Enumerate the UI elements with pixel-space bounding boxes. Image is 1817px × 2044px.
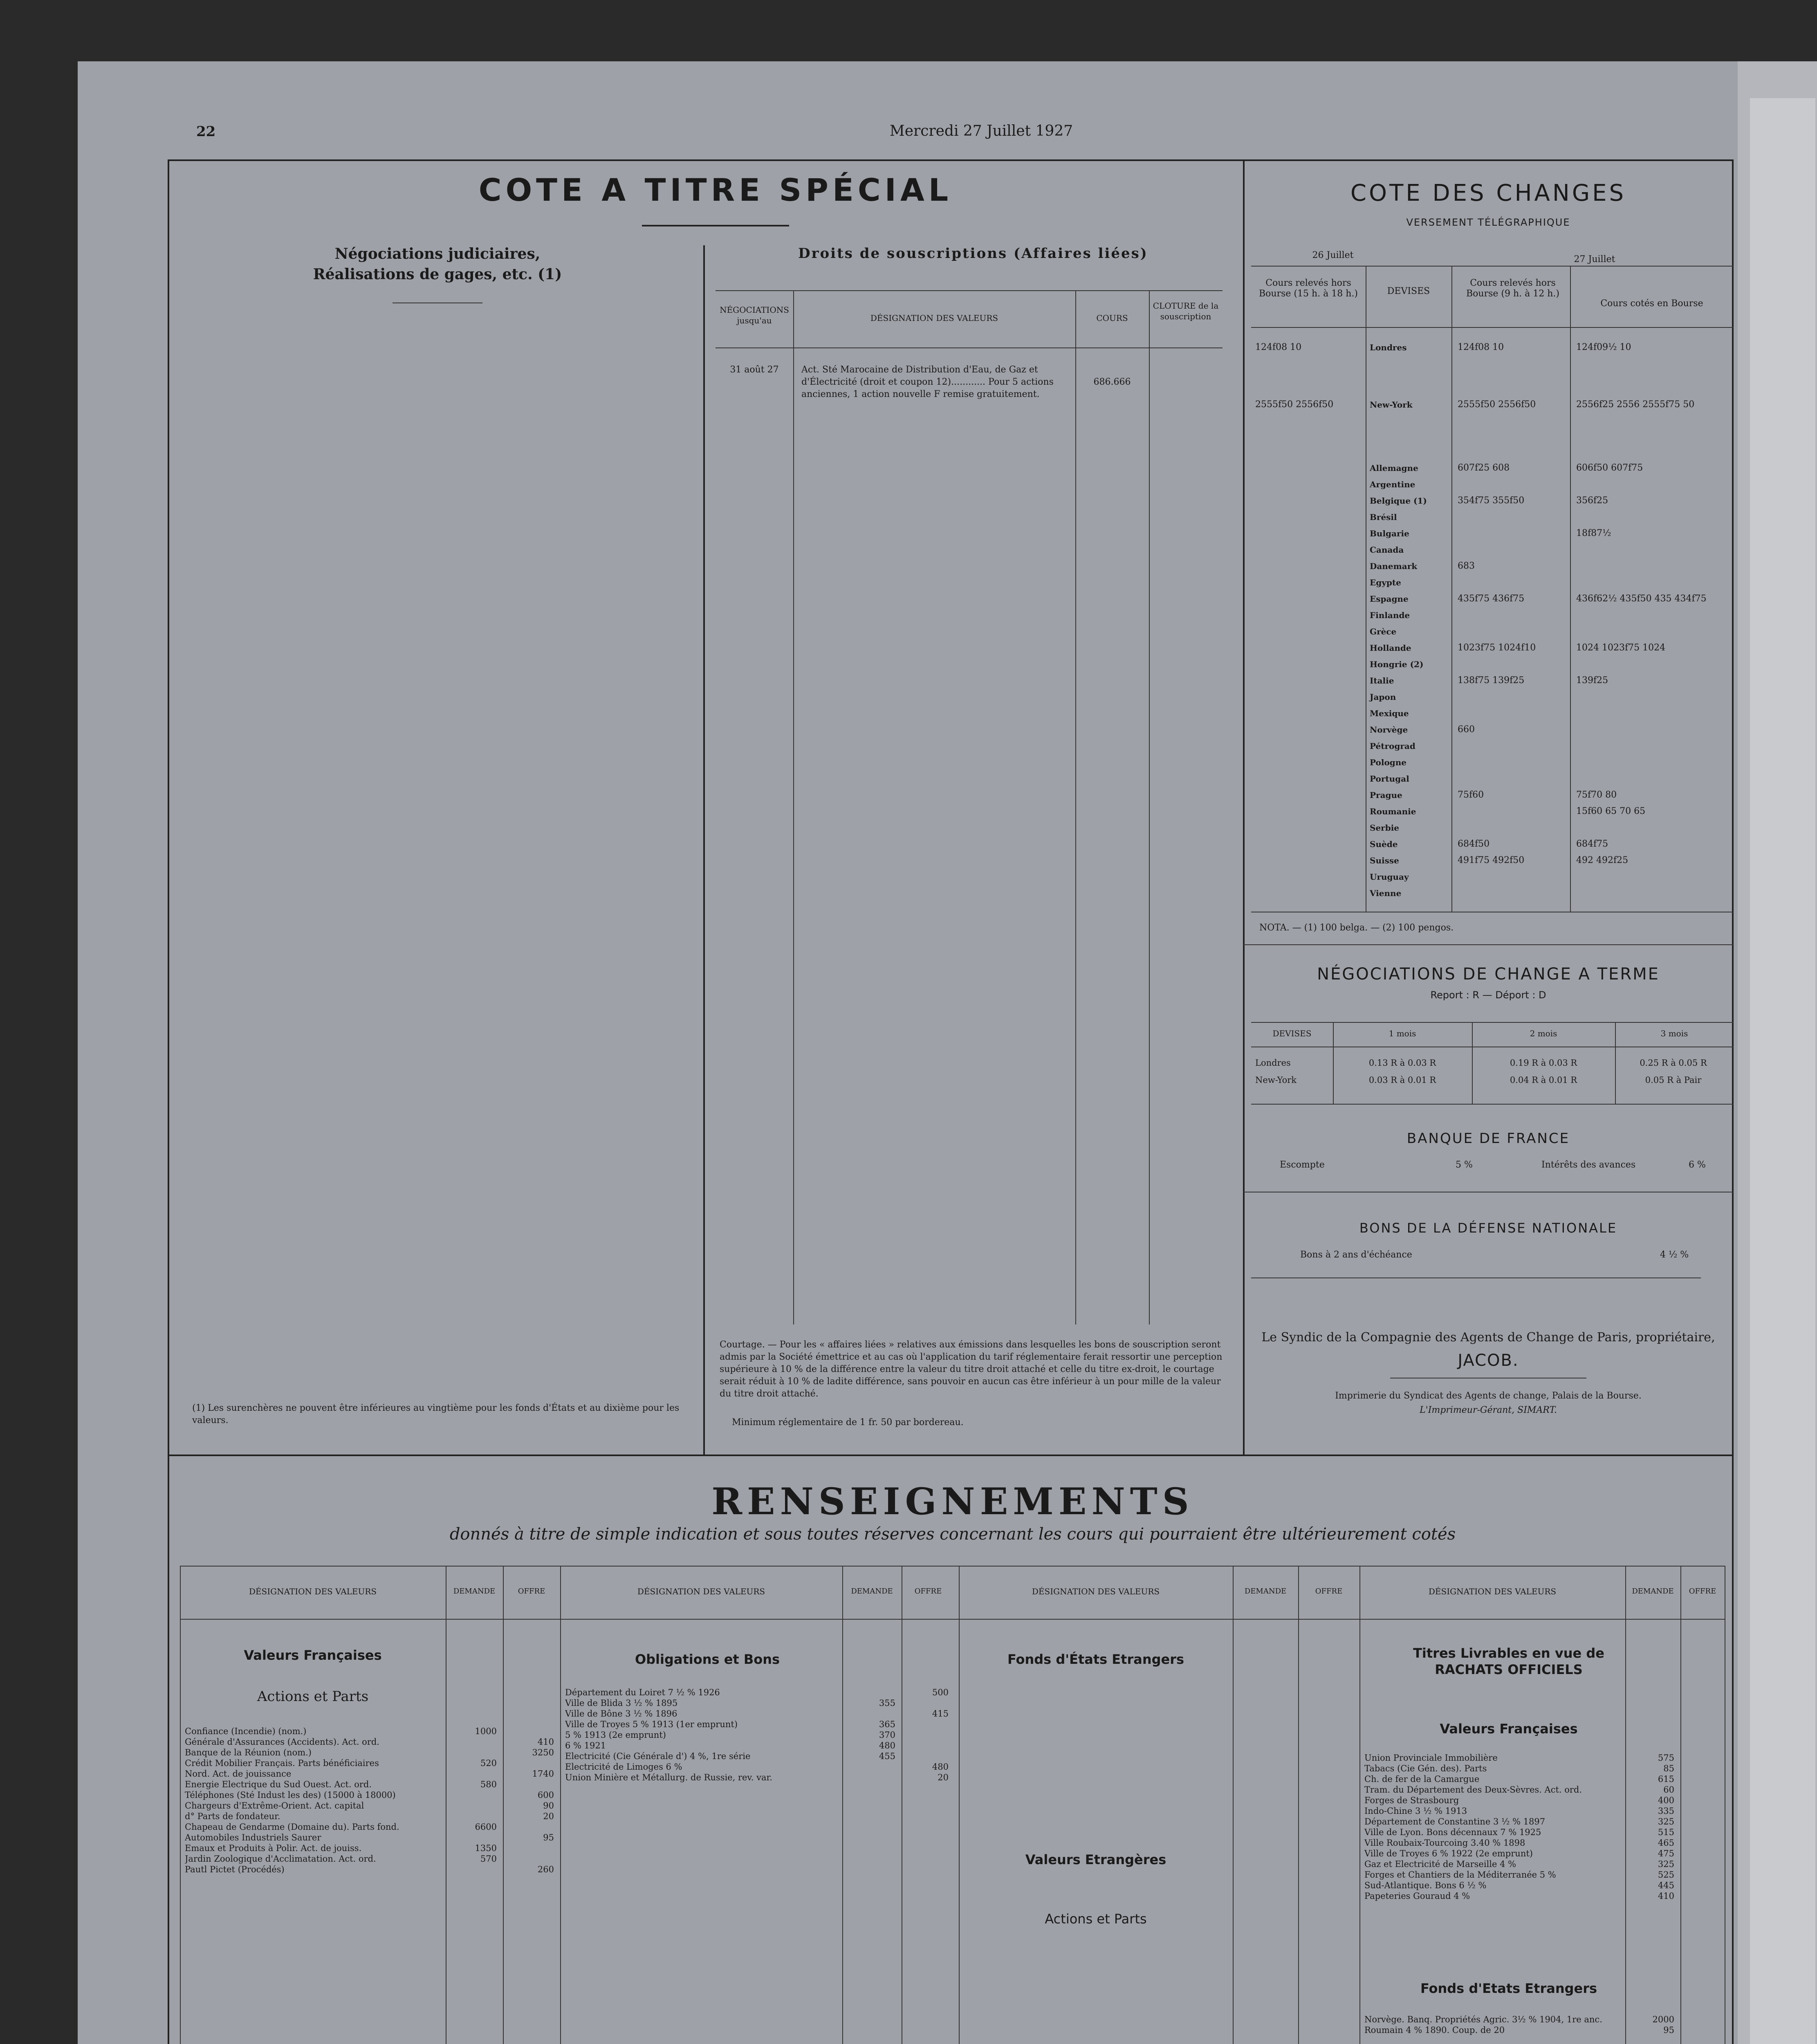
rens-row-name: Electricité de Limoges 6 % [565,1762,682,1772]
rens-row-name: Norvège. Banq. Propriétés Agric. 3½ % 1904, 1re anc. [1364,2015,1602,2024]
rens-row-name: Papeteries Gouraud 4 % [1364,1891,1470,1901]
neg-title-2: Réalisations de gages, etc. (1) [313,266,562,283]
change-27-hb-cell: 354f75 355f50 [1458,495,1525,506]
rens-row-name: Générale d'Assurances (Accidents). Act. ord. [185,1737,379,1747]
rens-row-offre: 3250 [532,1748,554,1757]
terme-table-top [1251,1022,1734,1023]
rens-row-name: Gaz et Electricité de Marseille 4 % [1364,1859,1516,1869]
bons-value: 4 ½ % [1660,1250,1689,1260]
left-border [168,159,169,2044]
rens-row-demande: 365 [879,1719,895,1729]
change-devise: Espagne [1370,594,1409,604]
change-devise: Argentine [1370,480,1415,489]
change-27-hb-cell: 660 [1458,724,1475,735]
imprimerie: Imprimerie du Syndicat des Agents de change, Palais de la Bourse. [1335,1391,1642,1401]
neg-title-1: Négociations judiciaires, [334,245,541,262]
c3-heading-1: Fonds d'États Etrangers [1007,1652,1184,1667]
rens-row-demande: 520 [480,1758,497,1768]
change-27-hb-cell: 138f75 139f25 [1458,675,1525,686]
section-divider [168,1455,1734,1456]
terme-2mois: 0.04 R à 0.01 R [1510,1075,1577,1085]
terme-3mois: 0.25 R à 0.05 R [1640,1058,1707,1068]
rens-row-demande: 95 [1663,2025,1674,2035]
rens-row-name: Pautl Pictet (Procédés) [185,1865,285,1874]
droits-table-top [716,290,1223,291]
rens-col-designation: DÉSIGNATION DES VALEURS [1032,1587,1160,1596]
rens-row-demande: 580 [480,1780,497,1789]
droits-col-rule-3 [1149,290,1150,1325]
change-devise: Danemark [1370,561,1418,571]
change-devise: Allemagne [1370,463,1418,473]
changes-header-rule [1251,327,1734,328]
rens-row-demande: 335 [1658,1806,1674,1816]
terme-top-rule [1243,944,1734,945]
rens-row-demande: 355 [879,1698,895,1708]
change-27-hb-cell: 435f75 436f75 [1458,594,1525,604]
syndic-name: JACOB. [1458,1351,1519,1370]
rens-row-demande: 480 [879,1741,895,1750]
rens-row-demande: 1350 [475,1843,497,1853]
rens-row-name: 5 % 1913 (2e emprunt) [565,1730,666,1740]
avances-label: Intérêts des avances [1541,1160,1636,1170]
rens-row-demande: 1000 [475,1726,497,1736]
change-devise: Roumanie [1370,807,1416,816]
rens-row-demande: 445 [1658,1880,1674,1890]
rens-row-name: Ville de Blida 3 ½ % 1895 [565,1698,678,1708]
page-number: 22 [196,123,216,140]
rens-col-designation: DÉSIGNATION DES VALEURS [637,1587,765,1596]
change-27-bourse-cell: 606f50 607f75 [1576,463,1643,473]
rens-outer-left [180,1566,181,2044]
rens-row-demande: 325 [1658,1817,1674,1827]
changes-table-top [1251,266,1734,267]
col-cloture: CLOTURE de la souscription [1153,301,1219,321]
change-devise: Hongrie (2) [1370,659,1424,669]
facing-page-edge [1750,98,1815,2044]
rens-col-demande: DEMANDE [1632,1587,1674,1596]
c4-heading-0a: Titres Livrables en vue de [1413,1645,1604,1661]
rens-row-demande: 400 [1658,1795,1674,1805]
terme-devise: New-York [1255,1075,1297,1085]
rens-col-designation: DÉSIGNATION DES VALEURS [1428,1587,1557,1596]
rens-col-offre: OFFRE [518,1587,545,1596]
rens-col-rule [1359,1566,1360,2044]
rens-row-demande: 615 [1658,1774,1674,1784]
rens-row-name: Département de Constantine 3 ½ % 1897 [1364,1817,1546,1827]
change-27-hb-cell: 124f08 10 [1458,342,1504,352]
rens-row-name: Ville de Troyes 5 % 1913 (1er emprunt) [565,1719,738,1729]
minimum-note: Minimum réglementaire de 1 fr. 50 par bordereau. [732,1417,964,1428]
c4-heading-0b: RACHATS OFFICIELS [1435,1662,1583,1677]
terme-1mois: 0.03 R à 0.01 R [1368,1075,1436,1085]
col-designation: DÉSIGNATION DES VALEURS [870,313,998,323]
rens-row-offre: 20 [938,1773,949,1782]
rens-row-name: Jardin Zoologique d'Acclimatation. Act. ord. [185,1854,376,1864]
rens-col-demande: DEMANDE [851,1587,893,1596]
c1-heading-1: Valeurs Françaises [244,1647,382,1663]
change-27-bourse-cell: 139f25 [1576,675,1608,686]
change-27-bourse-cell: 75f70 80 [1576,790,1617,800]
rens-row-demande: 475 [1658,1849,1674,1858]
change-27-bourse-cell: 1024 1023f75 1024 [1576,643,1666,653]
rens-row-name: Tram. du Département des Deux-Sèvres. Act. ord. [1364,1785,1582,1795]
rens-row-offre: 480 [932,1762,949,1772]
change-devise: Suisse [1370,856,1399,865]
neg-divider [703,245,705,1455]
change-27-bourse-cell: 2556f25 2556 2555f75 50 [1576,399,1695,410]
rens-row-name: Crédit Mobilier Français. Parts bénéficiaires [185,1758,379,1768]
rens-row-name: Ville de Bône 3 ½ % 1896 [565,1709,677,1719]
c3-heading-3: Actions et Parts [1045,1911,1147,1927]
rens-col-offre: OFFRE [914,1587,942,1596]
changes-divider [1243,159,1245,1455]
rens-row-demande: 465 [1658,1838,1674,1848]
rens-header-rule [180,1619,1725,1620]
rens-row-name: Union Provinciale Immobilière [1364,1753,1498,1763]
c4-heading-2: Fonds d'Etats Etrangers [1420,1981,1597,1996]
rens-row-name: Indo-Chine 3 ½ % 1913 [1364,1806,1467,1816]
rens-row-name: Energie Electrique du Sud Ouest. Act. ord. [185,1780,372,1789]
rens-row-demande: 85 [1663,1764,1674,1773]
rens-row-demande: 6600 [475,1822,497,1832]
terme-1mois: 0.13 R à 0.03 R [1368,1058,1436,1068]
rens-row-name: Confiance (Incendie) (nom.) [185,1726,307,1736]
rens-row-name: Roumain 4 % 1890. Coup. de 20 [1364,2025,1505,2035]
change-devise: Bulgarie [1370,529,1409,538]
date-27: 27 Juillet [1574,254,1615,264]
col-bourse: Cours cotés en Bourse [1600,298,1703,309]
rens-row-demande: 2000 [1652,2015,1674,2024]
c2-heading-1: Obligations et Bons [635,1652,780,1667]
rens-row-name: Automobiles Industriels Saurer [185,1833,321,1842]
change-27-bourse-cell: 684f75 [1576,839,1608,849]
change-devise: Italie [1370,676,1394,686]
rens-row-name: Union Minière et Métallurg. de Russie, rev. var. [565,1773,772,1782]
col-hb-27: Cours relevés hors Bourse (9 h. à 12 h.) [1466,278,1559,299]
rens-row-name: Emaux et Produits à Polir. Act. de jouiss. [185,1843,362,1853]
page-date: Mercredi 27 Juillet 1927 [889,123,1073,139]
rens-row-offre: 500 [932,1688,949,1697]
rens-row-demande: 455 [879,1751,895,1761]
col-negociations: NÉGOCIATIONS jusqu'au [720,305,789,325]
rens-row-name: Banque de la Réunion (nom.) [185,1748,312,1757]
rens-row-offre: 90 [543,1801,554,1811]
courtage-note: Courtage. — Pour les « affaires liées » relatives aux émissions dans lesquelles les bons de souscription seront admis par la Société émettrice et au cas où l'application du tarif réglementaire ferait ressortir une perception supérieure à 10 % de la différence entre la valeur du titre droit attaché et celle du titre ex-droit, le courtage serait réduit à 10 % de ladite différence, sans pouvoir en aucun cas être inférieur à un pour mille de la valeur du titre droit attaché. [720,1340,1223,1399]
col-devises: DEVISES [1387,286,1430,296]
rens-row-demande: 570 [480,1854,497,1864]
change-devise: Portugal [1370,774,1409,784]
change-devise: Pologne [1370,758,1407,767]
change-27-bourse-cell: 436f62½ 435f50 435 434f75 [1576,594,1707,604]
change-devise: Norvège [1370,725,1408,735]
droits-table-header-rule [716,347,1223,348]
escompte-value: 5 % [1456,1160,1473,1170]
droits-title: Droits de souscriptions (Affaires liées) [798,245,1148,262]
rens-row-offre: 410 [537,1737,554,1747]
change-27-hb-cell: 683 [1458,561,1475,571]
terme-col-devises: DEVISES [1272,1029,1312,1038]
rens-col-rule [560,1566,561,2044]
entry-text: Act. Sté Marocaine de Distribution d'Eau, de Gaz et d'Électricité (droit et coupon 12)............ Pour 5 actions anciennes, 1 action nouvelle F remise gratuitement. [801,365,1054,399]
col-hb-26: Cours relevés hors Bourse (15 h. à 18 h.) [1259,278,1358,299]
rens-row-name: Tabacs (Cie Gén. des). Parts [1364,1764,1487,1773]
rens-demande-rule [842,1566,843,2044]
change-devise: Finlande [1370,610,1410,620]
change-devise: Serbie [1370,823,1400,833]
change-devise: Pétrograd [1370,741,1415,751]
rens-offre-rule [1298,1566,1299,2044]
terme-table-bottom [1251,1104,1734,1105]
changes-nota: NOTA. — (1) 100 belga. — (2) 100 pengos. [1259,923,1454,933]
change-devise: Prague [1370,790,1402,800]
change-27-bourse-cell: 356f25 [1576,495,1608,506]
rens-row-offre: 1740 [532,1769,554,1779]
rens-row-demande: 410 [1658,1891,1674,1901]
change-devise: New-York [1370,400,1413,410]
changes-subtitle: VERSEMENT TÉLÉGRAPHIQUE [1406,217,1570,228]
change-devise: Brésil [1370,512,1397,522]
terme-subtitle: Report : R — Déport : D [1430,989,1546,1001]
terme-3mois: 0.05 R à Pair [1645,1075,1702,1085]
rens-row-name: Forges de Strasbourg [1364,1795,1459,1805]
col-cours: COURS [1096,313,1128,323]
change-27-hb-cell: 491f75 492f50 [1458,855,1525,865]
rens-col-demande: DEMANDE [1244,1587,1287,1596]
change-27-bourse-cell: 492 492f25 [1576,855,1629,865]
rens-row-offre: 260 [537,1865,554,1874]
bons-title: BONS DE LA DÉFENSE NATIONALE [1359,1220,1617,1236]
rens-row-demande: 325 [1658,1859,1674,1869]
escompte-label: Escompte [1280,1160,1325,1170]
c3-heading-2: Valeurs Etrangères [1025,1852,1166,1867]
change-26-cell: 124f08 10 [1255,342,1302,352]
rens-row-demande: 525 [1658,1870,1674,1880]
change-devise: Canada [1370,545,1404,555]
changes-col-3 [1570,266,1571,912]
cote-titre-title: COTE A TITRE SPÉCIAL [478,172,953,208]
rens-row-demande: 515 [1658,1827,1674,1837]
banque-title: BANQUE DE FRANCE [1406,1130,1570,1147]
rens-col-demande: DEMANDE [453,1587,496,1596]
rens-row-demande: 60 [1663,1785,1674,1795]
right-border [1732,159,1734,2044]
rens-row-name: 6 % 1921 [565,1741,606,1750]
rens-row-offre: 20 [543,1811,554,1821]
change-devise: Belgique (1) [1370,496,1427,506]
rens-offre-rule [1680,1566,1681,2044]
rens-row-offre: 600 [537,1790,554,1800]
droits-col-rule-1 [793,290,794,1325]
change-27-bourse-cell: 18f87½ [1576,528,1611,538]
change-27-hb-cell: 75f60 [1458,790,1484,800]
rens-row-offre: 415 [932,1709,949,1719]
change-devise: Grèce [1370,627,1397,637]
rens-row-name: Chargeurs d'Extrême-Orient. Act. capital [185,1801,364,1811]
rens-demande-rule [1233,1566,1234,2044]
rens-row-offre: 95 [543,1833,554,1842]
change-26-cell: 2555f50 2556f50 [1255,399,1334,410]
gerant: L'Imprimeur-Gérant, SIMART. [1420,1405,1557,1415]
entry-cours: 686.666 [1093,377,1131,387]
change-devise: Hollande [1370,643,1411,653]
rens-row-name: Ch. de fer de la Camargue [1364,1774,1480,1784]
rens-row-name: Sud-Atlantique. Bons 6 ½ % [1364,1880,1487,1890]
rens-row-name: Département du Loiret 7 ½ % 1926 [565,1688,720,1697]
rens-row-name: Nord. Act. de jouissance [185,1769,292,1779]
change-27-hb-cell: 684f50 [1458,839,1490,849]
changes-col-2 [1451,266,1452,912]
change-devise: Japon [1370,692,1396,702]
rens-row-name: Ville de Lyon. Bons décennaux 7 % 1925 [1364,1827,1541,1837]
terme-2mois: 0.19 R à 0.03 R [1510,1058,1577,1068]
rens-col-rule [959,1566,960,2044]
rens-row-name: Ville Roubaix-Tourcoing 3.40 % 1898 [1364,1838,1525,1848]
rens-row-name: Forges et Chantiers de la Méditerranée 5 % [1364,1870,1556,1880]
change-devise: Vienne [1370,888,1402,898]
rens-row-demande: 370 [879,1730,895,1740]
c1-heading-2: Actions et Parts [257,1688,369,1705]
rens-row-name: Téléphones (Sté Indust les des) (15000 à 18000) [185,1790,396,1800]
renseignements-subtitle: donnés à titre de simple indication et sous toutes réserves concernant les cours qui pourraient être ultérieurement cotés [449,1525,1456,1544]
change-devise: Mexique [1370,708,1409,718]
rens-col-designation: DÉSIGNATION DES VALEURS [249,1587,377,1596]
rens-col-offre: OFFRE [1689,1587,1716,1596]
change-27-bourse-cell: 124f09½ 10 [1576,342,1631,352]
change-devise: Uruguay [1370,872,1409,882]
terme-col-3mois: 3 mois [1660,1029,1688,1038]
neg-footnote: (1) Les surenchères ne pouvent être inférieures au vingtième pour les fonds d'États et au dixième pour les valeurs. [192,1403,680,1425]
entry-date: 31 août 27 [730,365,779,375]
terme-title: NÉGOCIATIONS DE CHANGE A TERME [1317,965,1660,984]
change-27-bourse-cell: 15f60 65 70 65 [1576,806,1646,816]
bons-label: Bons à 2 ans d'échéance [1300,1250,1412,1260]
terme-col-1mois: 1 mois [1389,1029,1416,1038]
terme-devise: Londres [1255,1058,1291,1068]
renseignements-title: RENSEIGNEMENTS [711,1480,1194,1523]
rens-col-offre: OFFRE [1315,1587,1343,1596]
rens-row-name: d° Parts de fondateur. [185,1811,280,1821]
rens-row-name: Ville de Troyes 6 % 1922 (2e emprunt) [1364,1849,1533,1858]
change-devise: Londres [1370,343,1407,352]
change-27-hb-cell: 607f25 608 [1458,463,1510,473]
rens-table-top [180,1566,1725,1567]
change-27-hb-cell: 1023f75 1024f10 [1458,643,1536,653]
c4-heading-1: Valeurs Françaises [1440,1721,1578,1737]
rens-row-demande: 575 [1658,1753,1674,1763]
terme-col-2mois: 2 mois [1530,1029,1557,1038]
change-27-hb-cell: 2555f50 2556f50 [1458,399,1536,410]
change-devise: Egypte [1370,578,1401,587]
change-devise: Suède [1370,839,1398,849]
top-rule [168,159,1734,161]
rens-row-name: Chapeau de Gendarme (Domaine du). Parts fond. [185,1822,399,1832]
droits-col-rule-2 [1075,290,1076,1325]
rens-row-name: Electricité (Cie Générale d') 4 %, 1re série [565,1751,751,1761]
syndic-text: Le Syndic de la Compagnie des Agents de Change de Paris, propriétaire, [1261,1330,1715,1345]
title-underline [642,225,789,226]
avances-value: 6 % [1689,1160,1706,1170]
changes-title: COTE DES CHANGES [1350,180,1626,206]
date-26: 26 Juillet [1312,250,1354,260]
